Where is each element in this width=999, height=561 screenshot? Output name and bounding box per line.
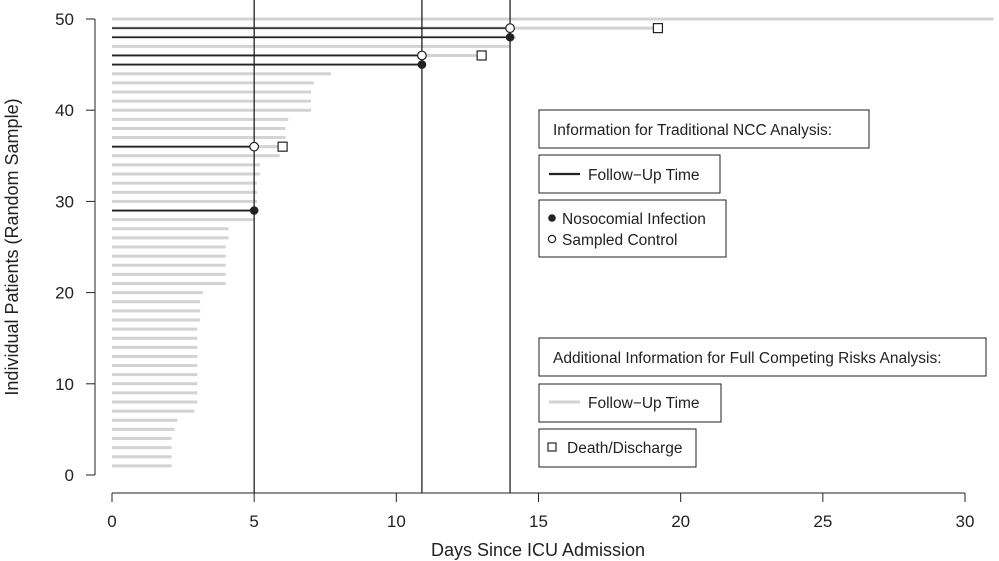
legend-infection-marker <box>548 214 556 222</box>
sampled-control-marker <box>418 51 427 60</box>
legend-ncc-followup-box <box>539 155 720 193</box>
legend-events-box <box>539 200 726 257</box>
death-discharge-marker <box>477 51 486 60</box>
death-discharge-marker <box>653 24 662 33</box>
x-tick-label: 5 <box>249 512 259 531</box>
legend-control-label: Sampled Control <box>562 232 678 249</box>
legend <box>539 110 986 467</box>
death-discharge-marker <box>278 142 287 151</box>
y-tick-label: 30 <box>55 192 74 212</box>
legend-full-title: Additional Information for Full Competing Risks Analysis: <box>553 350 942 367</box>
x-axis-title: Days Since ICU Admission <box>430 540 646 560</box>
sampled-control-marker <box>250 142 259 151</box>
x-tick-label: 0 <box>107 512 117 531</box>
y-tick-label: 0 <box>64 466 74 485</box>
legend-control-marker <box>548 235 555 242</box>
legend-full-followup-box <box>539 384 721 422</box>
infection-marker <box>418 60 427 69</box>
legend-full-followup-label: Follow−Up Time <box>588 395 700 412</box>
legend-infection-label: Nosocomial Infection <box>562 211 706 228</box>
infection-marker <box>250 206 259 215</box>
y-ticks <box>55 10 95 485</box>
y-tick-label: 20 <box>55 283 74 303</box>
legend-ncc-title: Information for Traditional NCC Analysis: <box>553 122 833 139</box>
y-axis-title: Individual Patients (Random Sample) <box>2 98 22 396</box>
x-tick-label: 20 <box>671 512 691 531</box>
y-tick-label: 50 <box>55 10 74 29</box>
infection-marker <box>506 33 515 42</box>
legend-full-title-box <box>539 338 986 376</box>
x-tick-label: 30 <box>955 512 975 531</box>
legend-death-label: Death/Discharge <box>567 440 683 457</box>
x-ticks <box>107 493 974 531</box>
y-tick-label: 10 <box>55 374 74 394</box>
sampled-control-marker <box>506 24 515 33</box>
x-tick-label: 10 <box>386 512 406 531</box>
legend-ncc-followup-label: Follow−Up Time <box>588 167 700 184</box>
legend-death-box <box>539 429 696 467</box>
legend-ncc-title-box <box>539 110 869 148</box>
x-tick-label: 25 <box>813 512 833 531</box>
legend-death-marker <box>548 443 556 451</box>
x-tick-label: 15 <box>529 512 548 531</box>
y-tick-label: 40 <box>55 101 74 121</box>
